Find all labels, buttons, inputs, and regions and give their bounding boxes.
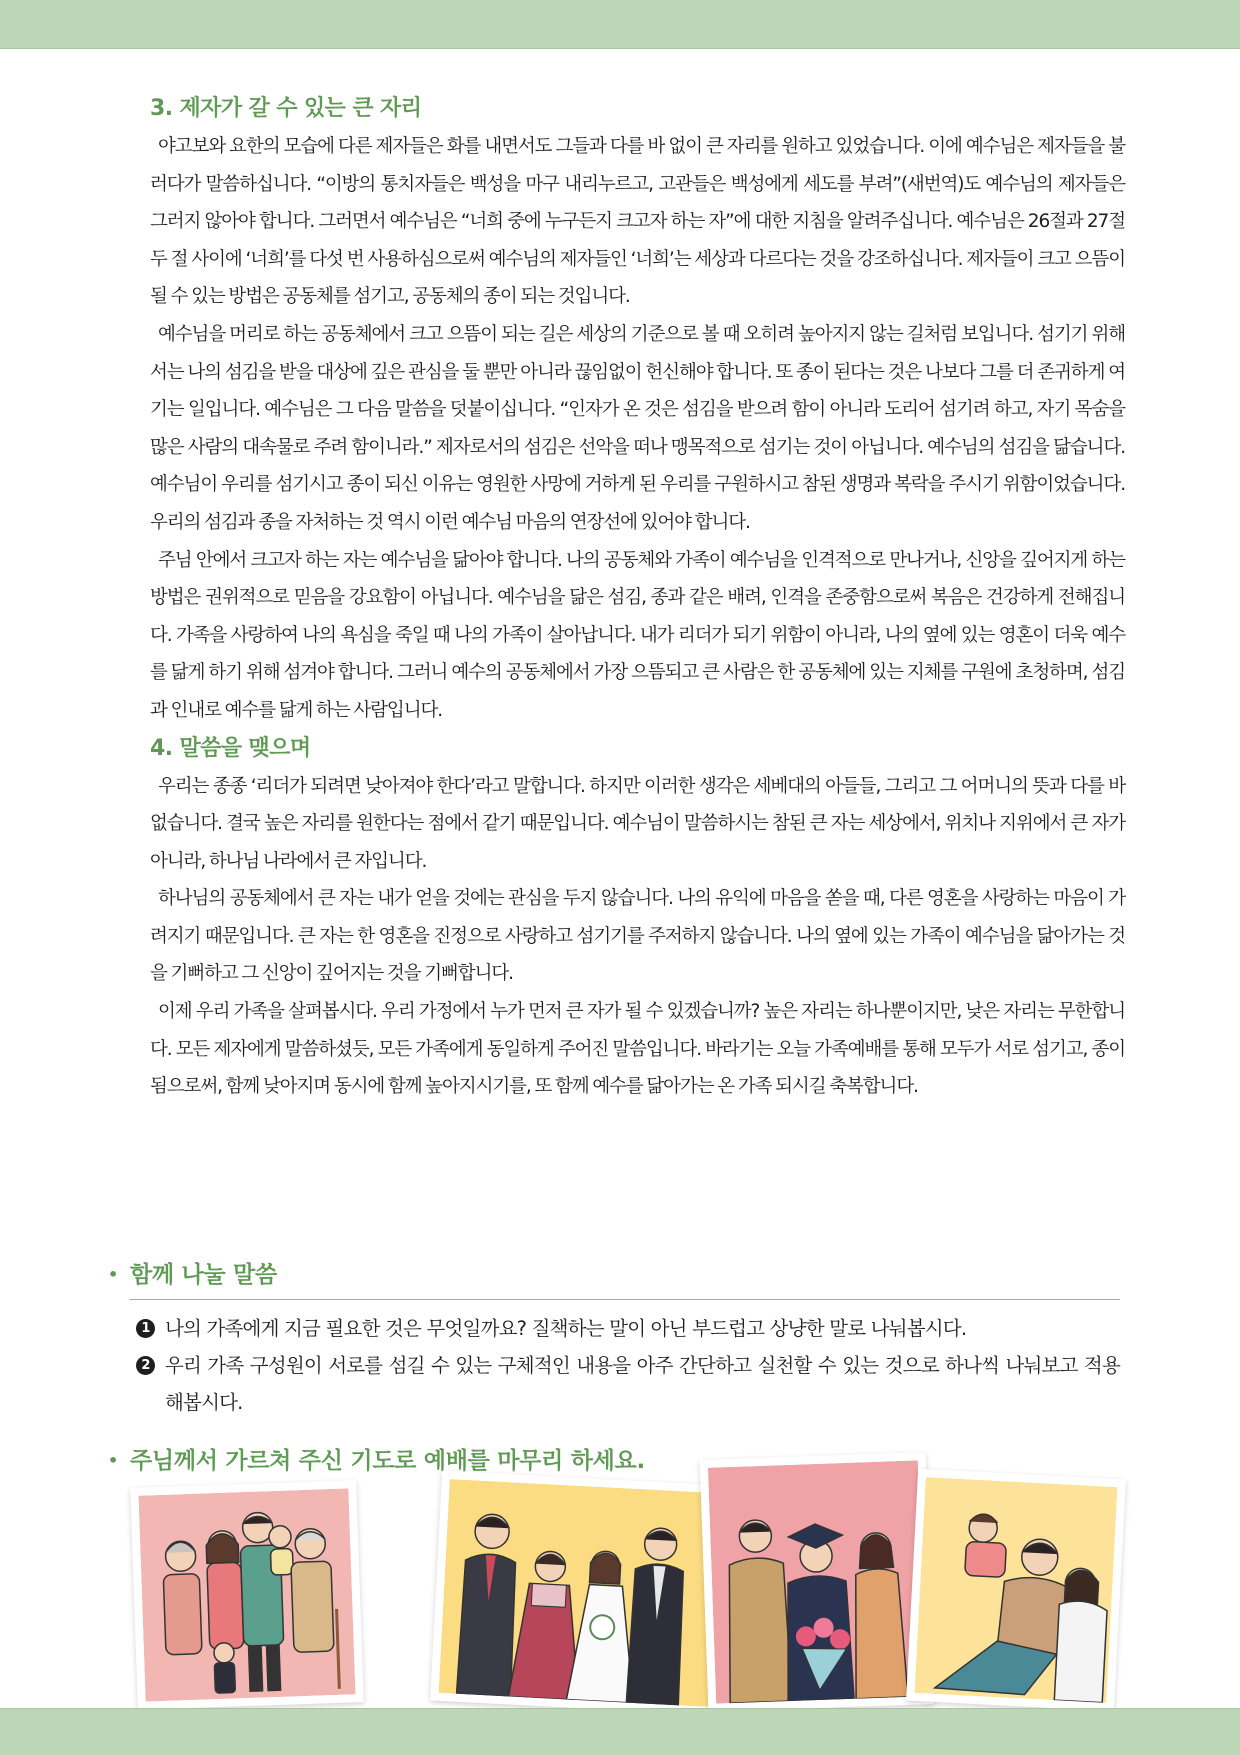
bullet-icon: • — [108, 1451, 118, 1470]
main-content — [150, 90, 1125, 1106]
father-child-icon — [906, 1469, 1126, 1712]
section4-title: 4. 말씀을 맺으며 — [150, 735, 311, 761]
graduation-illustration — [708, 1460, 926, 1703]
share-title: 함께 나눌 말씀 — [129, 1262, 277, 1288]
wedding-icon — [430, 1471, 728, 1716]
section3-paragraph-1: 야고보와 요한의 모습에 다른 제자들은 화를 내면서도 그들과 다를 바 없이 큰 자리를 원하고 있었습니다. 이에 예수님은 제자들을 불러다가 말씀하십니다. “이방의 통치자들은 백성을 마구 내리누르고, 고관들은 백성에게 세도를 부려”(새번역)도 예수님의 제자들은 그러지 않아야 합니다. 그러면서 예수님은 “너희 중에 누구든지 크고자 하는 자”에 대한 지침을 알려주십니다. 예수님은 26절과 27절 두 절 사이에 ‘너희’를 다섯 번 사용하심으로써 예수님의 제자들인 ‘너희’는 세상과 다르다는 것을 강조하십니다. 제자들이 크고 으뜸이 될 수 있는 방법은 공동체를 섬기고, 공동체의 종이 되는 것입니다. — [150, 136, 1125, 308]
share-title-row — [108, 1255, 1120, 1295]
divider — [130, 1299, 1120, 1300]
section3-title: 3. 제자가 갈 수 있는 큰 자리 — [150, 96, 422, 121]
section4-paragraph-1: 우리는 종종 ‘리더가 되려면 낮아져야 한다’라고 말합니다. 하지만 이러한 생각은 세베대의 아들들, 그리고 그 어머니의 뜻과 다를 바 없습니다. 결국 높은 자리를 원한다는 점에서 같기 때문입니다. 예수님이 말씀하시는 참된 큰 자는 세상에서, 위치나 지위에서 큰 자가 아니라, 하나님 나라에서 큰 자입니다. — [150, 775, 1125, 872]
question-text: 나의 가족에게 지금 필요한 것은 무엇일까요? 질책하는 말이 아닌 부드럽고 상냥한 말로 나눠봅시다. — [165, 1317, 967, 1340]
section3-paragraph-3: 주님 안에서 크고자 하는 자는 예수님을 닮아야 합니다. 나의 공동체와 가족이 예수님을 인격적으로 만나거나, 신앙을 깊어지게 하는 방법은 권위적으로 믿음을 강요함이 아닙니다. 예수님을 닮은 섬김, 종과 같은 배려, 인격을 존중함으로써 복음은 건강하게 전해집니다. 가족을 사랑하여 나의 욕심을 죽일 때 나의 가족이 살아납니다. 내가 리더가 되기 위함이 아니라, 나의 옆에 있는 영혼이 더욱 예수를 닮게 하기 위해 섬겨야 합니다. 그러니 예수의 공동체에서 가장 으뜸되고 큰 사람은 한 공동체에 있는 지체를 구원에 초청하며, 섬김과 인내로 예수를 닮게 하는 사람입니다. — [150, 549, 1125, 721]
number-1-icon: 1 — [136, 1319, 155, 1338]
graduation-icon — [700, 1452, 935, 1712]
number-2-icon: 2 — [136, 1356, 155, 1375]
bullet-icon: • — [108, 1265, 118, 1284]
question-text: 우리 가족 구성원이 서로를 섬길 수 있는 구체적인 내용을 아주 간단하고 실천할 수 있는 것으로 하나씩 나눠보고 적용해봅시다. — [165, 1354, 1120, 1414]
share-question-1 — [136, 1310, 1120, 1347]
bottom-band — [0, 1708, 1240, 1755]
section4-paragraph-3: 이제 우리 가족을 살펴봅시다. 우리 가정에서 누가 먼저 큰 자가 될 수 있겠습니까? 높은 자리는 하나뿐이지만, 낮은 자리는 무한합니다. 모든 제자에게 말씀하셨듯, 모든 가족에게 동일하게 주어진 말씀입니다. 바라기는 오늘 가족예배를 통해 모두가 서로 섬기고, 종이 됨으로써, 함께 낮아지며 동시에 함께 높아지시기를, 또 함께 예수를 닮아가는 온 가족 되시길 축복합니다. — [150, 1001, 1125, 1098]
top-band — [0, 0, 1240, 49]
section3-paragraph-2: 예수님을 머리로 하는 공동체에서 크고 으뜸이 되는 길은 세상의 기준으로 볼 때 오히려 높아지지 않는 길처럼 보입니다. 섬기기 위해서는 나의 섬김을 받을 대상에 깊은 관심을 둘 뿐만 아니라 끊임없이 헌신해야 합니다. 또 종이 된다는 것은 나보다 그를 더 존귀하게 여기는 일입니다. 예수님은 그 다음 말씀을 덧붙이십니다. “인자가 온 것은 섬김을 받으려 함이 아니라 도리어 섬기려 하고, 자기 목숨을 많은 사람의 대속물로 주려 함이니라.” 제자로서의 섬김은 선악을 떠나 맹목적으로 섬기는 것이 아닙니다. 예수님의 섬김을 닮습니다. 예수님이 우리를 섬기시고 종이 되신 이유는 영원한 사망에 거하게 된 우리를 구원하시고 참된 생명과 복락을 주시기 위함이었습니다. 우리의 섬김과 종을 자처하는 것 역시 이런 예수님 마음의 연장선에 있어야 합니다. — [150, 323, 1125, 533]
share-question-2 — [136, 1347, 1120, 1421]
family-portrait-illustration — [138, 1488, 355, 1701]
prayer-section — [108, 1441, 645, 1481]
prayer-title: 주님께서 가르쳐 주신 기도로 예배를 마무리 하세요. — [129, 1448, 645, 1474]
wedding-illustration — [439, 1479, 720, 1707]
section4-paragraph-2: 하나님의 공동체에서 큰 자는 내가 얻을 것에는 관심을 두지 않습니다. 나의 유익에 마음을 쏟을 때, 다른 영혼을 사랑하는 마음이 가려지기 때문입니다. 큰 자는 한 영혼을 진정으로 사랑하고 섬기기를 주저하지 않습니다. 나의 옆에 있는 가족이 예수님을 닮아가는 것을 기뻐하고 그 신앙이 깊어지는 것을 기뻐합니다. — [150, 888, 1125, 985]
father-child-illustration — [914, 1477, 1117, 1703]
share-section — [108, 1255, 1120, 1421]
prayer-title-row — [108, 1441, 645, 1481]
family-portrait-icon — [130, 1480, 364, 1710]
